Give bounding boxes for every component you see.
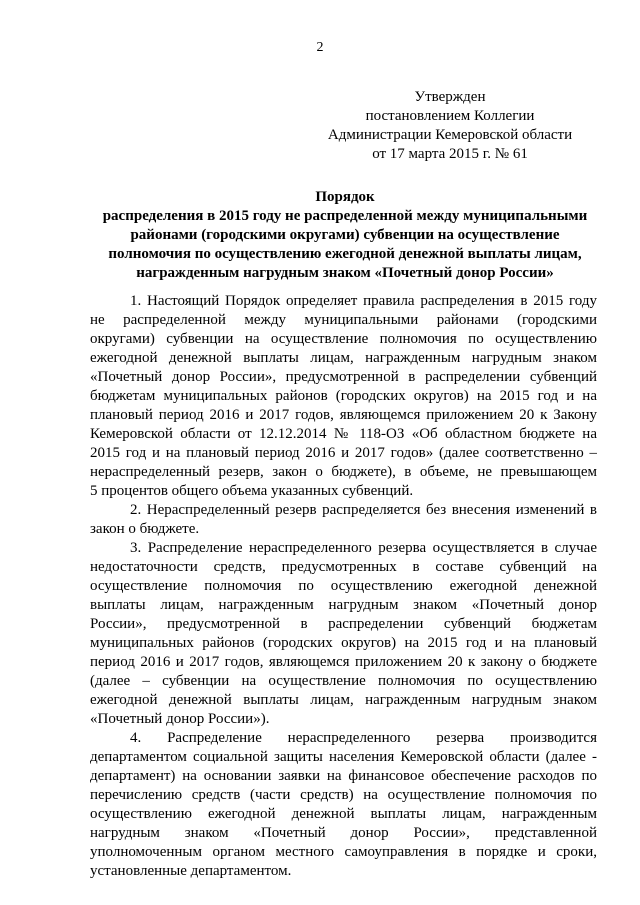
paragraph-line: муниципальных районов (городских округов) на 2015 год и на плановый (90, 635, 597, 651)
approval-line: Утвержден (414, 89, 486, 105)
title-line: Порядок (315, 189, 375, 205)
paragraph-line: департаментом социальной защиты населения Кемеровской области (далее - (90, 749, 597, 765)
paragraph-line: департамент) на основании заявки на финансовое обеспечение расходов по (90, 768, 597, 784)
paragraph-line: период 2016 и 2017 годов, являющемся приложением 20 к закону о бюджете (90, 654, 597, 670)
paragraph-line: ежегодной денежной выплаты лицам, награжденным нагрудным знаком (90, 692, 597, 708)
paragraph-line: осуществление полномочия по осуществлению ежегодной денежной (90, 578, 597, 594)
paragraph-line: «Почетный донор России», предусмотренной в распределении субвенций (90, 369, 597, 385)
paragraph-line: осуществлению ежегодной денежной выплаты лицам, награжденным (90, 806, 597, 822)
paragraph-line: уполномоченным органом местного самоуправления в порядке и сроки, (90, 844, 597, 860)
paragraph-line: 1. Настоящий Порядок определяет правила распределения в 2015 году (130, 293, 597, 309)
title-line: распределения в 2015 году не распределенной между муниципальными (102, 208, 588, 224)
paragraph-line: не распределенной между муниципальными районами (городскими (90, 312, 597, 328)
paragraph-line: 2. Нераспределенный резерв распределяется без внесения изменений в (130, 502, 597, 518)
paragraph-2 (90, 501, 597, 539)
paragraph-line: 2015 год и на плановый период 2016 и 2017 годов» (далее соответственно – (90, 445, 597, 461)
paragraph-line: ежегодной денежной выплаты лицам, награжденным нагрудным знаком (90, 350, 597, 366)
paragraph-line: бюджетам муниципальных районов (городских округов) на 2015 год и на (90, 388, 597, 404)
paragraph-line: России», предусмотренной в распределении субвенций бюджетам (90, 616, 597, 632)
title-line: районами (городскими округами) субвенции на осуществление (130, 227, 560, 243)
paragraph-line: Кемеровской области от 12.12.2014 № 118-ОЗ «Об областном бюджете на (90, 426, 597, 442)
paragraph-1 (90, 292, 597, 501)
paragraph-line: 5 процентов общего объема указанных субвенций. (90, 483, 414, 499)
page-number: 2 (316, 40, 324, 55)
paragraph-line: нераспределенный резерв, закон о бюджете), в объеме, не превышающем (90, 464, 597, 480)
paragraph-line: выплаты лицам, награжденным нагрудным знаком «Почетный донор (90, 597, 597, 613)
document-title (80, 188, 610, 283)
paragraph-line: нагрудным знаком «Почетный донор России», представленной (90, 825, 597, 841)
paragraph-line: 4. Распределение нераспределенного резерва производится (130, 730, 597, 746)
approval-line: от 17 марта 2015 г. № 61 (372, 146, 528, 162)
approval-line: Администрации Кемеровской области (327, 127, 573, 143)
paragraph-line: «Почетный донор России»). (90, 711, 270, 727)
paragraph-line: перечислению средств (части средств) на осуществление полномочия по (90, 787, 597, 803)
title-line: полномочия по осуществлению ежегодной денежной выплаты лицам, (108, 246, 582, 262)
paragraph-line: (далее – субвенции на осуществление полномочия по осуществлению (90, 673, 597, 689)
approval-stamp (300, 88, 600, 164)
paragraph-line: округами) субвенции на осуществление полномочия по осуществлению (90, 331, 597, 347)
paragraph-line: 3. Распределение нераспределенного резерва осуществляется в случае (130, 540, 597, 556)
paragraph-line: закон о бюджете. (90, 521, 200, 537)
document-body (90, 292, 597, 881)
paragraph-line: установленные департаментом. (90, 863, 292, 879)
paragraph-line: плановый период 2016 и 2017 годов, являющемся приложением 20 к Закону (90, 407, 597, 423)
paragraph-3 (90, 539, 597, 729)
title-line: награжденным нагрудным знаком «Почетный донор России» (136, 265, 554, 281)
paragraph-line: недостаточности средств, предусмотренных в составе субвенций на (90, 559, 597, 575)
approval-line: постановлением Коллегии (365, 108, 535, 124)
paragraph-4 (90, 729, 597, 881)
